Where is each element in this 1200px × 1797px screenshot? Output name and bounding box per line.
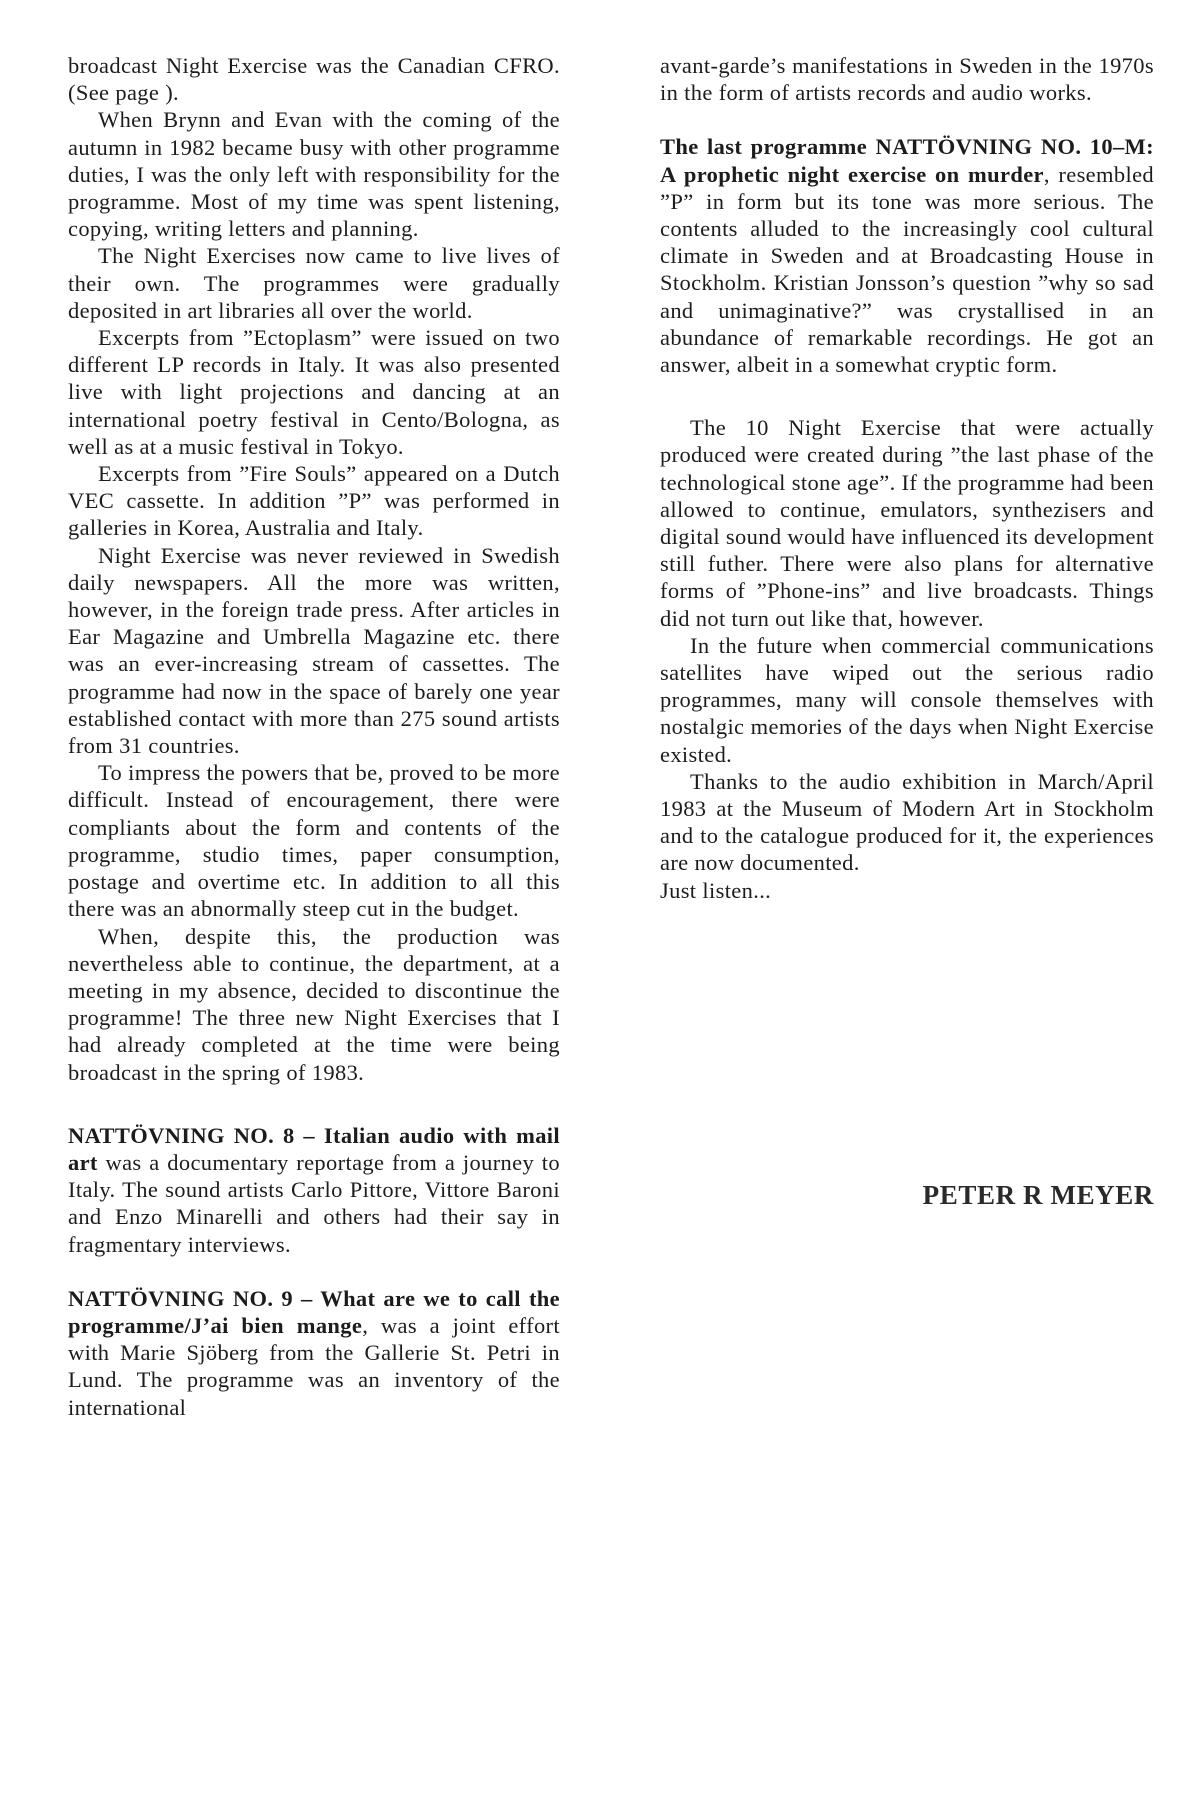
nattovning-9-heading: NATTÖVNING NO. 9 – What are we to call the programme/J’ai bien mange xyxy=(68,1285,560,1338)
paragraph-satellites: In the future when commercial communications satellites have wiped out the serious radio programmes, many will console themselves with nostalgic memories of the days when Night Exercise existed. xyxy=(660,632,1154,767)
paragraph-fire-souls: Excerpts from ”Fire Souls” appeared on a Dutch VEC cassette. In addition ”P” was performed in galleries in Korea, Australia and Italy. xyxy=(68,461,560,541)
right-column xyxy=(660,52,1154,904)
paragraph-just-listen: Just listen... xyxy=(660,877,772,903)
nattovning-10-heading: The last programme NATTÖVNING NO. 10–M: A prophetic night exercise on murder xyxy=(660,134,1154,187)
nattovning-8-text: was a documentary reportage from a journey to Italy. The sound artists Carlo Pittore, Vittore Baroni and Enzo Minarelli and others had their say in fragmentary interviews. xyxy=(68,1149,560,1257)
paragraph-autumn-1982: When Brynn and Evan with the coming of the autumn in 1982 became busy with other programme duties, I was the only left with responsibility for the programme. Most of my time was spent listening, copying, writing letters and planning. xyxy=(68,107,560,242)
nattovning-9-text: , was a joint effort with Marie Sjöberg from the Gallerie St. Petri in Lund. The programme was an inventory of the international xyxy=(68,1312,560,1420)
paragraph-cfro: broadcast Night Exercise was the Canadian CFRO. (See page ). xyxy=(68,53,560,106)
paragraph-never-reviewed: Night Exercise was never reviewed in Swedish daily newspapers. All the more was written, however, in the foreign trade press. After articles in Ear Magazine and Umbrella Magazine etc. there was an ever-increasing stream of cassettes. The programme had now in the space of barely one year established contact with more than 275 sound artists from 31 countries. xyxy=(68,542,560,759)
paragraph-nattovning-10 xyxy=(660,133,1154,378)
paragraph-lives-of-their-own: The Night Exercises now came to live lives of their own. The programmes were gradually deposited in art libraries all over the world. xyxy=(68,243,560,323)
left-column xyxy=(68,52,560,1421)
nattovning-8-heading: NATTÖVNING NO. 8 – Italian audio with mail art xyxy=(68,1122,560,1175)
paragraph-exhibition: Thanks to the audio exhibition in March/April 1983 at the Museum of Modern Art in Stockholm and to the catalogue produced for it, the experiences are now documented. xyxy=(660,768,1154,876)
paragraph-stone-age: The 10 Night Exercise that were actually produced were created during ”the last phase of the technological stone age”. If the programme had been allowed to continue, emulators, synthezisers and digital sound would have influenced its development still futher. There were also plans for alternative forms of ”Phone-ins” and live broadcasts. Things did not turn out like that, however. xyxy=(660,415,1154,631)
paragraph-avant-garde: avant-garde’s manifestations in Sweden in the 1970s in the form of artists records and audio works. xyxy=(660,53,1154,106)
author-signature: PETER R MEYER xyxy=(922,1180,1154,1210)
paragraph-discontinue: When, despite this, the production was nevertheless able to continue, the department, at a meeting in my absence, decided to discontinue the programme! The three new Night Exercises that I had already completed at the time were being broadcast in the spring of 1983. xyxy=(68,923,560,1085)
paragraph-ectoplasm: Excerpts from ”Ectoplasm” were issued on two different LP records in Italy. It was also presented live with light projections and dancing at an international poetry festival in Cento/Bologna, as well as at a music festival in Tokyo. xyxy=(68,325,560,459)
paragraph-nattovning-8 xyxy=(68,1122,560,1258)
paragraph-powers-that-be: To impress the powers that be, proved to be more difficult. Instead of encouragement, there were compliants about the form and contents of the programme, studio times, paper consumption, postage and overtime etc. In addition to all this there was an abnormally steep cut in the budget. xyxy=(68,760,560,922)
nattovning-10-text: , resembled ”P” in form but its tone was more serious. The contents alluded to the increasingly cool cultural climate in Sweden and at Broadcasting House in Stockholm. Kristian Jonsson’s question ”why so sad and unimaginative?” was crystallised in an abundance of remarkable recordings. He got an answer, albeit in a somewhat cryptic form. xyxy=(660,161,1155,378)
paragraph-nattovning-9 xyxy=(68,1285,560,1421)
